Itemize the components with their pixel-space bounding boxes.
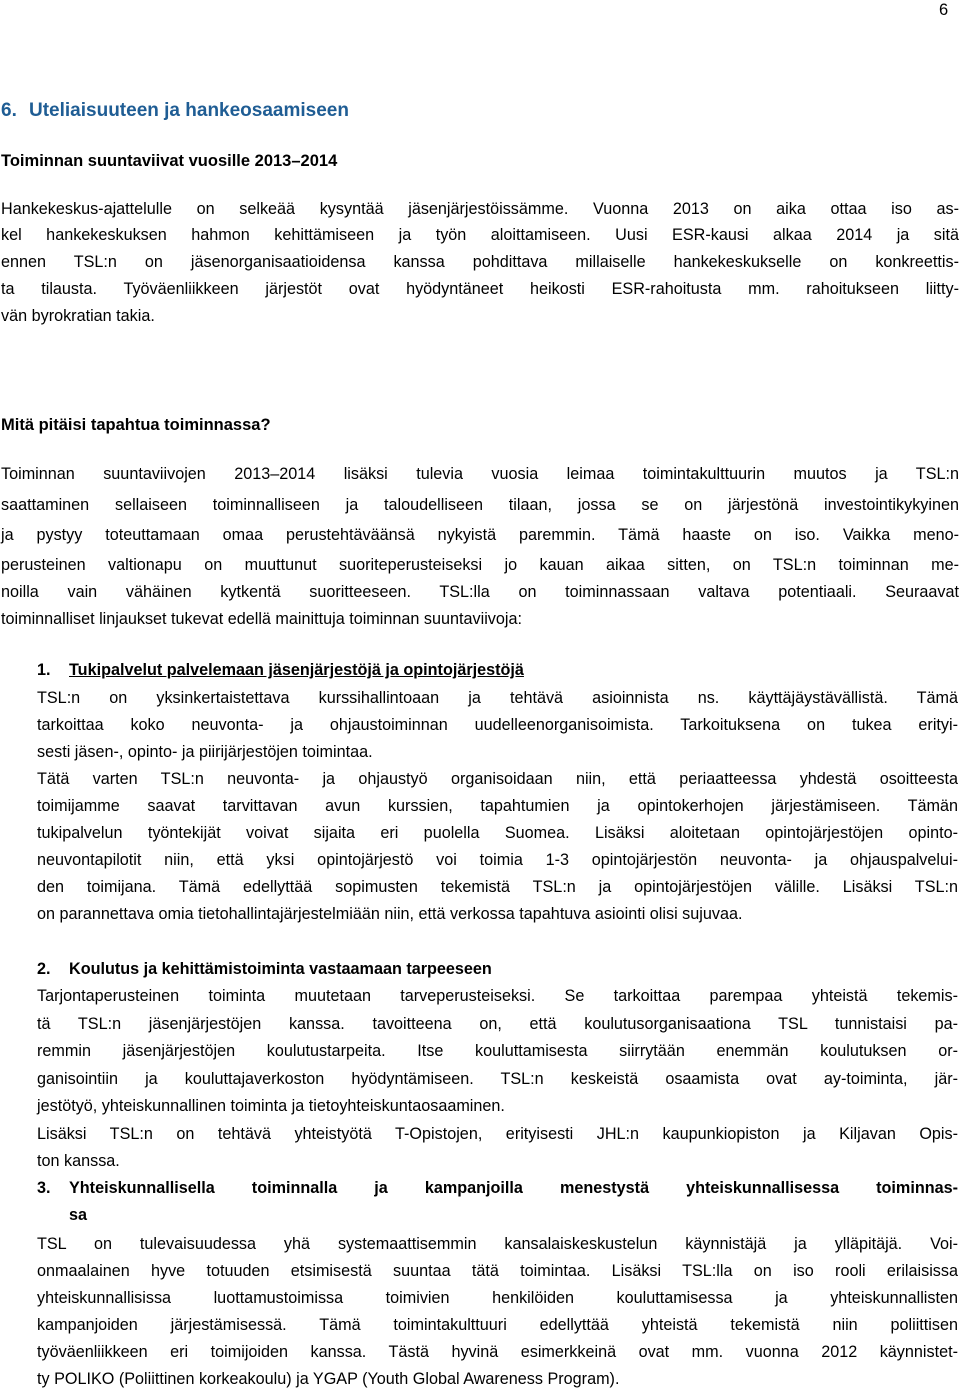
body-line: toiminnalliset linjaukset tukevat edellä mainittuja toiminnan suuntaviivoja:: [1, 610, 522, 628]
item-1-line: tarkoittaa koko neuvonta- ja ohjaustoiminnan uudelleenorganisoimista. Tarkoituksena on tukea erityi-: [37, 716, 958, 734]
item-1-line: Tätä varten TSL:n neuvonta- ja ohjaustyö organisoidaan niin, että periaatteessa yhdestä osoitteesta: [37, 770, 958, 788]
item-2-line: ton kanssa.: [37, 1152, 120, 1170]
item-1-heading: Tukipalvelut palvelemaan jäsenjärjestöjä ja opintojärjestöjä: [69, 661, 524, 679]
body-line: perusteinen valtionapu on muuttunut suoriteperusteiseksi jo kauan aikaa sitten, on TSL:n toiminnan me-: [1, 556, 959, 574]
question-heading: Mitä pitäisi tapahtua toiminnassa?: [1, 416, 271, 434]
item-1-line: neuvontapilotit niin, että yksi opintojärjestö voi toimia 1-3 opintojärjestön neuvonta- ja ohjauspalvelui-: [37, 851, 958, 869]
body-line: ja pystyy toteuttamaan omaa perustehtäväänsä nykyistä paremmin. Tämä haaste on iso. Vaikka meno-: [1, 526, 959, 544]
body-line: saattaminen sellaiseen toiminnalliseen ja taloudelliseen tilaan, jossa se on järjestönä investointikykyinen: [1, 496, 959, 514]
body-line: noilla vain vähäinen kytkentä suoritteeseen. TSL:lla on toiminnassaan valtava potentiaali. Seuraavat: [1, 583, 959, 601]
intro-line: ta tilausta. Työväenliikkeen järjestöt ovat hyödyntäneet heikosti ESR-rahoitusta mm. rahoitukseen liitty-: [1, 280, 959, 298]
item-2-line: jestötyö, yhteiskunnallinen toiminta ja tietoyhteiskuntaosaaminen.: [37, 1097, 505, 1115]
intro-line: Hankekeskus-ajattelulle on selkeää kysyntää jäsenjärjestöissämme. Vuonna 2013 on aika ottaa iso as-: [1, 200, 959, 218]
section-title: Uteliaisuuteen ja hankeosaamiseen: [29, 100, 349, 121]
intro-line: kel hankekeskuksen hahmon kehittämiseen ja työn aloittamiseen. Uusi ESR-kausi alkaa 2014 ja sitä: [1, 226, 959, 244]
item-3-line: yhteiskunnallisissa luottamustoimissa toimivien henkilöiden kouluttamisessa ja yhteiskunnallisten: [37, 1289, 958, 1307]
item-2-line: Tarjontaperusteinen toiminta muutetaan tarveperusteiseksi. Se tarkoittaa parempaa yhteistä tekemis-: [37, 987, 958, 1005]
section-number: 6.: [1, 100, 17, 121]
item-2-line: ganisointiin ja kouluttajaverkoston hyödyntämiseen. TSL:n keskeistä osaamista ovat ay-toiminta, jär-: [37, 1070, 958, 1088]
item-3-number: 3.: [37, 1179, 51, 1197]
page-number: 6: [939, 1, 949, 19]
item-3-line: työväenliikkeen eri toimijoiden kanssa. Tästä hyvinä esimerkkeinä ovat mm. vuonna 2012 käynnistet-: [37, 1343, 958, 1361]
item-1-line: toimijamme saavat tarvittavan avun kurssien, tapahtumien ja opintokerhojen järjestämiseen. Tämän: [37, 797, 958, 815]
item-2-line: tä TSL:n jäsenjärjestöjen kanssa. tavoitteena on, että koulutusorganisaationa TSL tunnistaisi pa-: [37, 1015, 958, 1033]
item-1-line: TSL:n on yksinkertaistettava kurssihallintoaan ja tehtävä asioinnista ns. käyttäjäystävällistä. Tämä: [37, 689, 958, 707]
item-3-heading: Yhteiskunnallisella toiminnalla ja kampanjoilla menestystä yhteiskunnallisessa toiminnas-: [69, 1179, 958, 1197]
item-3-line: TSL on tulevaisuudessa yhä systemaattisemmin kansalaiskeskustelun käynnistäjä ja ylläpitäjä. Voi-: [37, 1235, 958, 1253]
item-2-number: 2.: [37, 960, 51, 978]
intro-line: vän byrokratian takia.: [1, 307, 155, 325]
item-3-line: ty POLIKO (Poliittinen korkeakoulu) ja YGAP (Youth Global Awareness Program).: [37, 1370, 620, 1388]
item-3-line: onmaalainen hyve totuuden etsimisestä suuntaa tätä toimintaa. Lisäksi TSL:lla on iso rooli erilaisissa: [37, 1262, 958, 1280]
item-1-number: 1.: [37, 661, 51, 679]
item-2-line: Lisäksi TSL:n on tehtävä yhteistyötä T-Opistojen, erityisesti JHL:n kaupunkiopiston ja Kiljavan Opis-: [37, 1125, 958, 1143]
item-2-heading: Koulutus ja kehittämistoiminta vastaamaan tarpeeseen: [69, 960, 492, 978]
item-3-heading: sa: [69, 1206, 88, 1224]
item-1-line: sesti jäsen-, opinto- ja piirijärjestöjen toimintaa.: [37, 743, 373, 761]
item-1-line: den toimijana. Tämä edellyttää sopimusten tekemistä TSL:n ja opintojärjestöjen välille. Lisäksi TSL:n: [37, 878, 958, 896]
body-line: Toiminnan suuntaviivojen 2013–2014 lisäksi tulevia vuosia leimaa toimintakulttuurin muutos ja TSL:n: [1, 465, 959, 483]
item-1-line: tukipalvelun työntekijät voivat sijaita eri puolella Suomea. Lisäksi aloitetaan opintojärjestöjen opinto-: [37, 824, 958, 842]
item-1-line: on parannettava omia tietohallintajärjestelmiään niin, että verkossa tapahtuva asiointi olisi sujuvaa.: [37, 905, 743, 923]
subheading: Toiminnan suuntaviivat vuosille 2013–2014: [1, 152, 338, 170]
item-2-line: remmin jäsenjärjestöjen koulutustarpeita. Itse kouluttamisesta siirrytään enemmän koulutuksen or-: [37, 1042, 958, 1060]
intro-line: ennen TSL:n on jäsenorganisaatioidensa kanssa pohdittava millaiselle hankekeskukselle on konkreettis-: [1, 253, 959, 271]
item-3-line: kampanjoiden järjestämisessä. Tämä toimintakulttuuri edellyttää yhteistä tekemistä niin poliittisen: [37, 1316, 958, 1334]
